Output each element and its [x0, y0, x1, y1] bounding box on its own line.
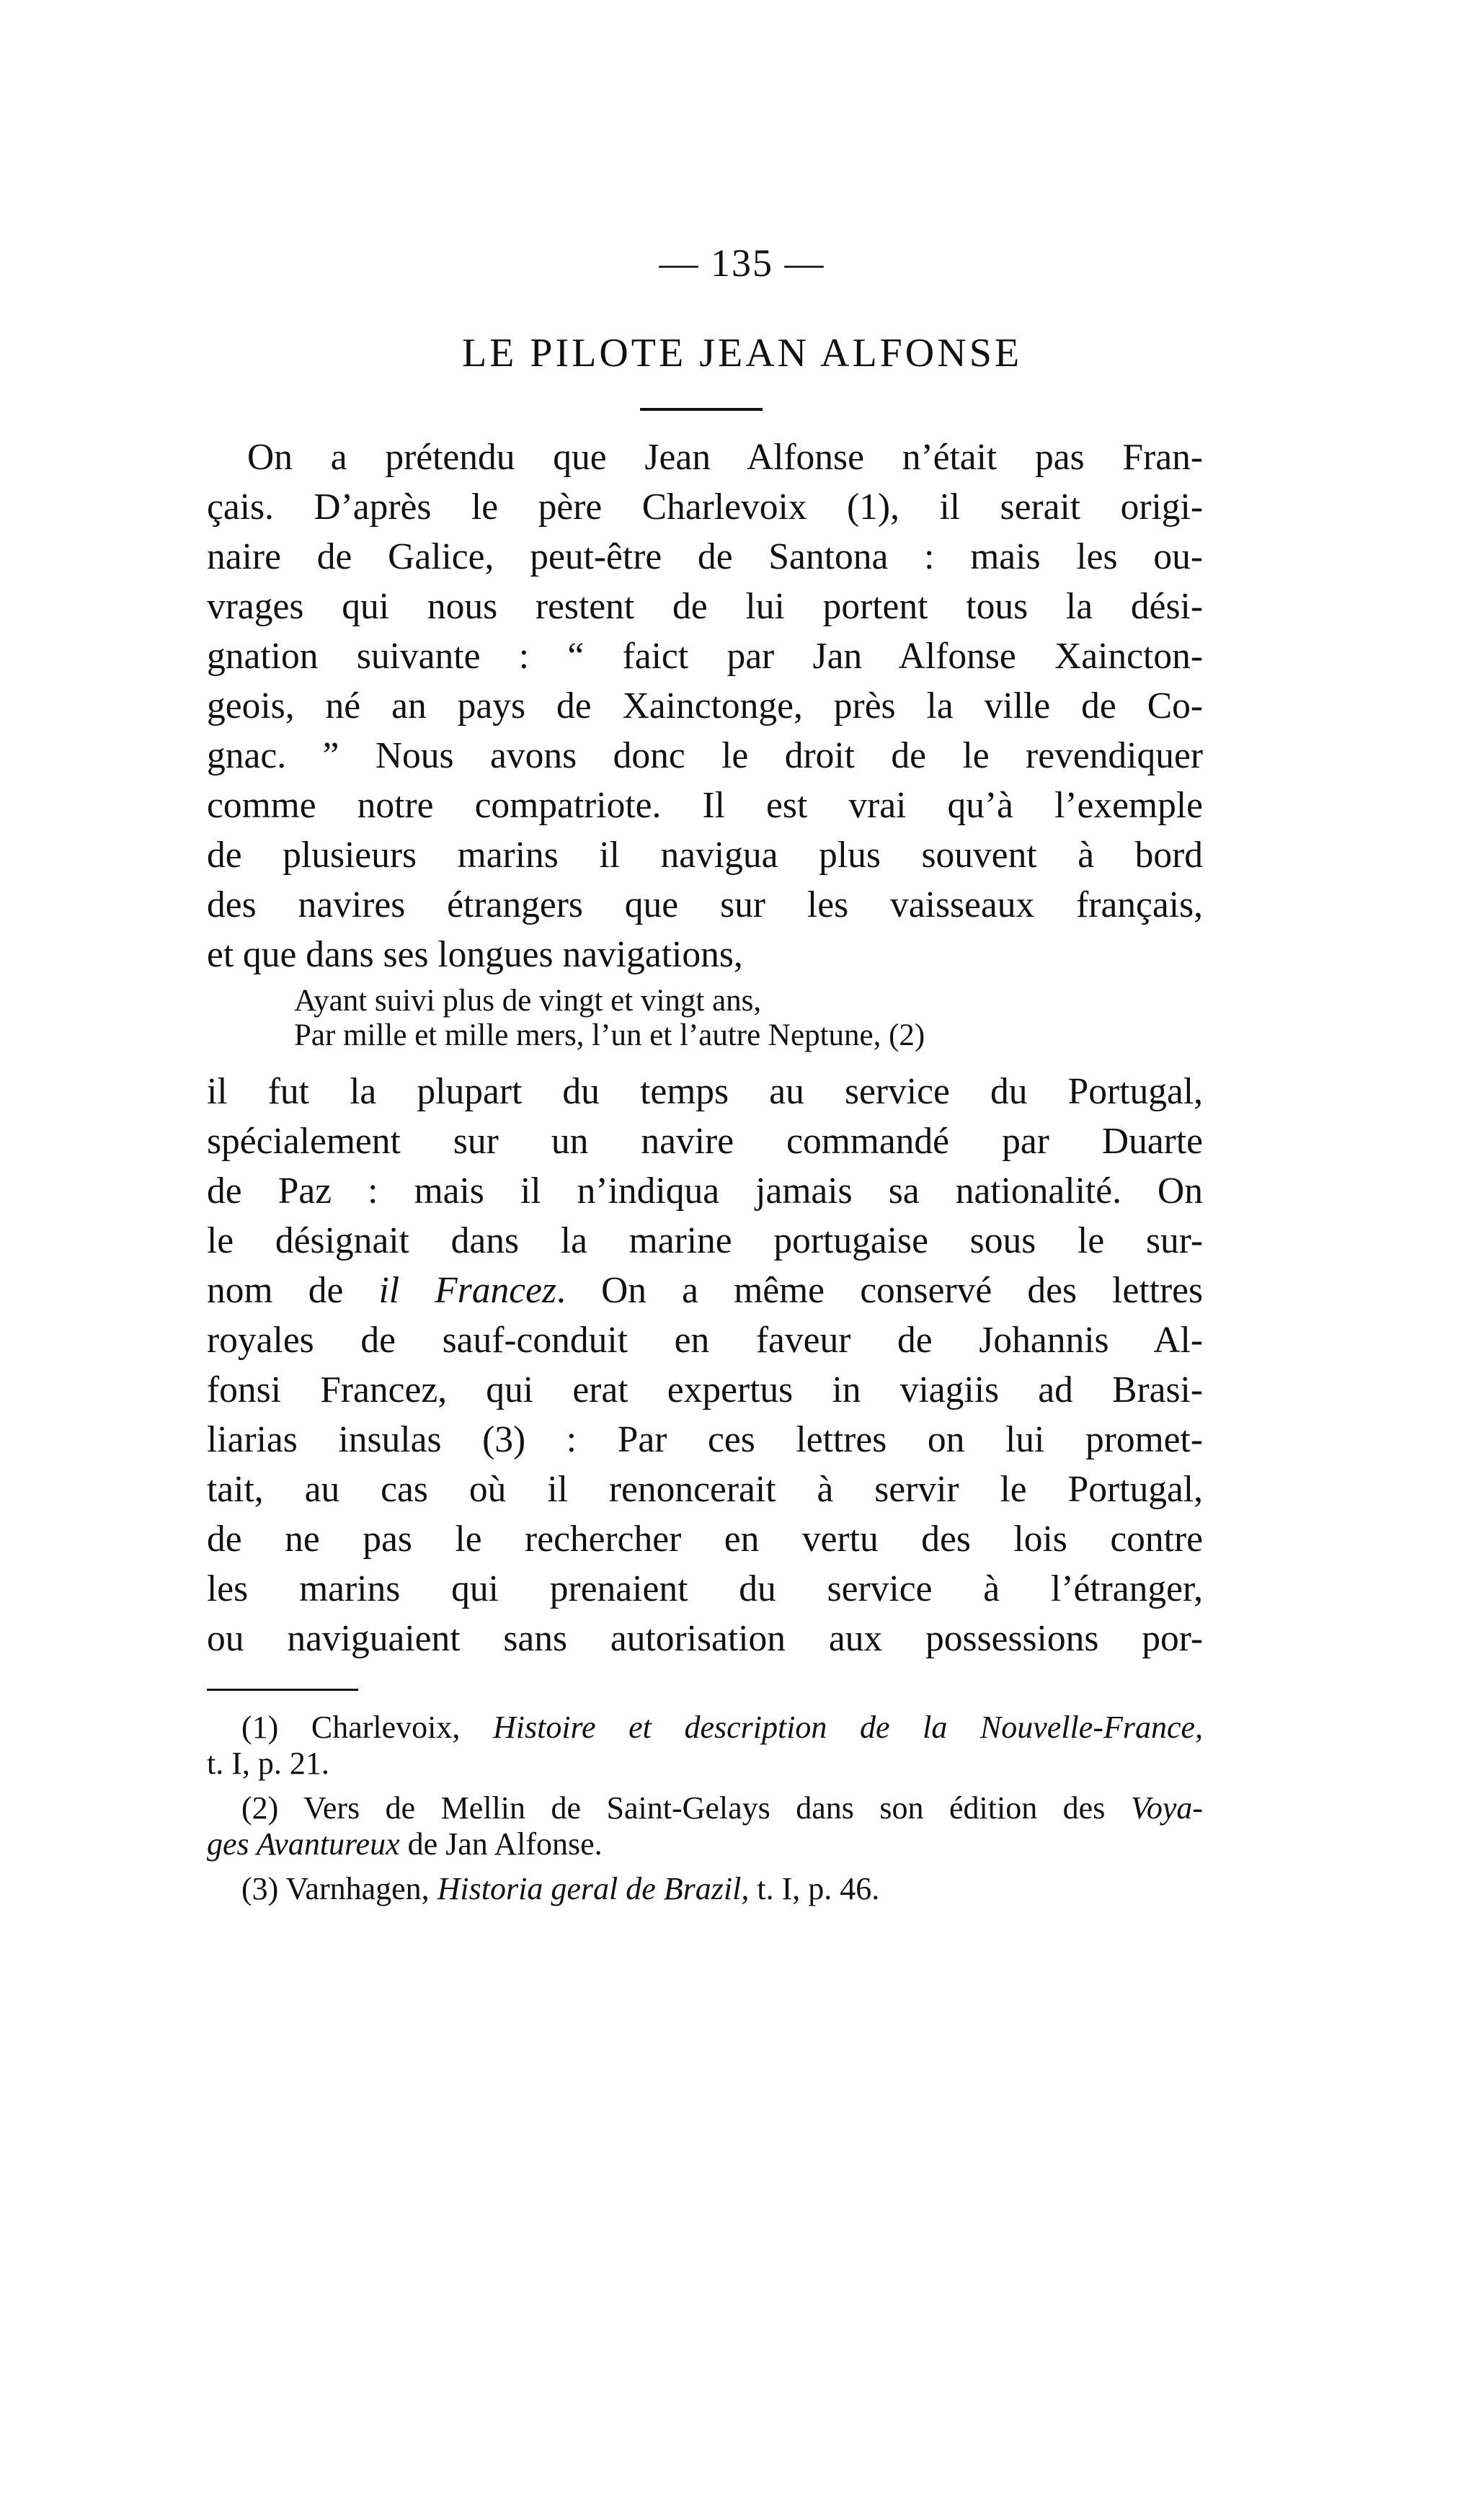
footnote-2-line-1	[207, 1790, 1203, 1826]
paragraph-2-line-8: liarias insulas (3) : Par ces lettres on lui promet-	[207, 1419, 1203, 1460]
paragraph-1-line-10: des navires étrangers que sur les vaisseaux français,	[207, 884, 1203, 925]
footnote-1-marker: (1) Charlevoix,	[241, 1710, 493, 1745]
paragraph-1-line-7: gnac. ” Nous avons donc le droit de le revendiquer	[207, 735, 1203, 776]
paragraph-1	[207, 432, 1203, 979]
paragraph-2-line-5-start: nom de	[207, 1270, 379, 1311]
chapter-title: LE PILOTE JEAN ALFONSE	[461, 331, 1023, 376]
paragraph-2	[207, 1067, 1203, 1663]
paragraph-2-line-5-end: . On a même conservé des lettres	[556, 1270, 1204, 1311]
paragraph-1-line-9: de plusieurs marins il navigua plus souvent à bord	[207, 835, 1203, 876]
paragraph-2-line-3: de Paz : mais il n’indiqua jamais sa nationalité. On	[207, 1170, 1203, 1212]
paragraph-1-line-5: gnation suivante : “ faict par Jan Alfonse Xaincton-	[207, 636, 1203, 677]
footnote-1-line-1	[207, 1710, 1203, 1746]
paragraph-2-line-7: fonsi Francez, qui erat expertus in viagiis ad Brasi-	[207, 1369, 1203, 1410]
paragraph-1-line-11: et que dans ses longues navigations,	[207, 934, 743, 975]
footnote-1-line-2: t. I, p. 21.	[207, 1746, 329, 1781]
verse-line-2: Par mille et mille mers, l’un et l’autre Neptune, (2)	[294, 1018, 925, 1052]
paragraph-1-line-1: On a prétendu que Jean Alfonse n’était pas Fran-	[247, 437, 1203, 478]
paragraph-1-line-6: geois, né an pays de Xainctonge, près la ville de Co-	[207, 685, 1203, 727]
paragraph-1-line-2: çais. D’après le père Charlevoix (1), il serait origi-	[207, 486, 1203, 528]
footnote-2-line-2	[207, 1826, 1203, 1862]
footnote-3	[207, 1871, 1203, 1907]
footnote-separator	[207, 1689, 358, 1691]
paragraph-2-line-12: ou naviguaient sans autorisation aux possessions por-	[207, 1618, 1203, 1659]
italic-term-il-francez: il Francez	[378, 1270, 557, 1311]
footnote-1	[207, 1710, 1203, 1782]
paragraph-1-line-3: naire de Galice, peut-être de Santona : mais les ou-	[207, 536, 1203, 577]
page-number: — 135 —	[659, 241, 825, 285]
footnotes	[207, 1710, 1203, 1916]
footnote-3-rest: t. I, p. 46.	[749, 1871, 880, 1906]
paragraph-2-line-5	[207, 1266, 1203, 1315]
footnote-3-title: Historia geral de Brazil,	[437, 1871, 750, 1906]
paragraph-2-line-9: tait, au cas où il renoncerait à servir le Portugal,	[207, 1469, 1203, 1510]
footnote-2-marker: (2) Vers de Mellin de Saint-Gelays dans son édition des	[241, 1790, 1131, 1826]
paragraph-2-line-11: les marins qui prenaient du service à l’étranger,	[207, 1568, 1203, 1609]
footnote-2-title-a: Voya-	[1130, 1790, 1203, 1826]
paragraph-2-line-2: spécialement sur un navire commandé par Duarte	[207, 1121, 1203, 1162]
paragraph-2-line-6: royales de sauf-conduit en faveur de Johannis Al-	[207, 1320, 1203, 1361]
paragraph-2-line-4: le désignait dans la marine portugaise sous le sur-	[207, 1220, 1203, 1261]
verse-quotation	[294, 984, 925, 1053]
footnote-1-title: Histoire et description de la Nouvelle-France,	[492, 1710, 1203, 1745]
paragraph-2-line-1: il fut la plupart du temps au service du Portugal,	[207, 1071, 1203, 1112]
footnote-3-line-1	[207, 1871, 1203, 1907]
paragraph-1-line-8: comme notre compatriote. Il est vrai qu’à l’exemple	[207, 785, 1203, 826]
footnote-2-title-b: ges Avantureux	[207, 1826, 400, 1862]
footnote-3-marker: (3) Varnhagen,	[241, 1871, 437, 1906]
paragraph-2-line-10: de ne pas le rechercher en vertu des lois contre	[207, 1519, 1203, 1560]
title-rule	[640, 408, 763, 411]
footnote-2	[207, 1790, 1203, 1862]
footnote-2-rest: de Jan Alfonse.	[399, 1826, 603, 1862]
verse-line-1: Ayant suivi plus de vingt et vingt ans,	[294, 984, 762, 1018]
paragraph-1-line-4: vrages qui nous restent de lui portent tous la dési-	[207, 586, 1203, 627]
